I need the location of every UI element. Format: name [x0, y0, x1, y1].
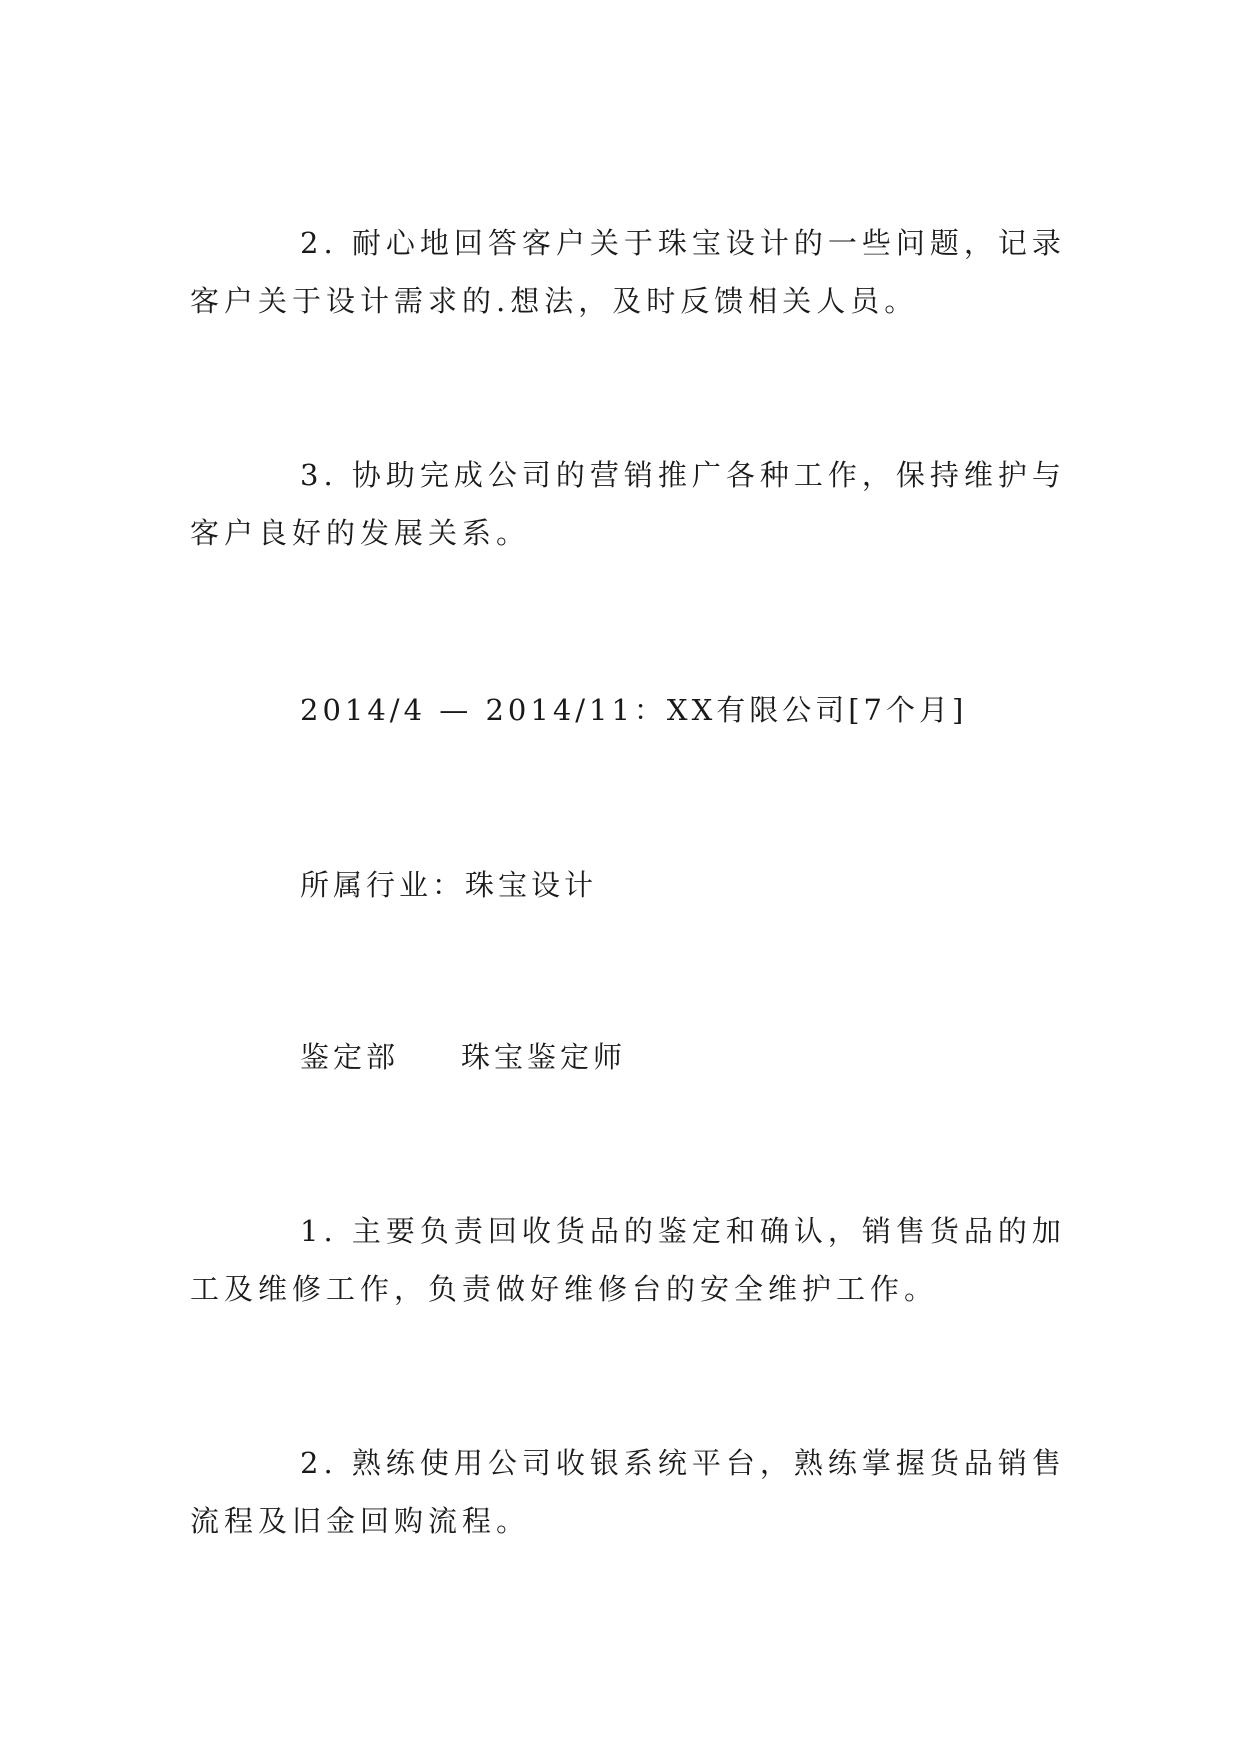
duty-item-cashier-system: 2. 熟练使用公司收银系统平台，熟练掌握货品销售流程及旧金回购流程。	[190, 1446, 1066, 1538]
duty-item-appraisal: 1. 主要负责回收货品的鉴定和确认，销售货品的加工及维修工作，负责做好维修台的安全维护工作。	[190, 1214, 1066, 1306]
duty-item-assist-marketing: 3. 协助完成公司的营销推广各种工作，保持维护与客户良好的发展关系。	[190, 458, 1066, 550]
department-line	[300, 1037, 626, 1077]
employment-period: 2014/4 — 2014/11：XX有限公司[7个月]	[300, 693, 968, 727]
duty-item-answer-design-questions: 2. 耐心地回答客户关于珠宝设计的一些问题，记录客户关于设计需求的.想法，及时反馈相关人员。	[190, 226, 1066, 318]
job-title: 珠宝鉴定师	[461, 1040, 627, 1074]
department-name: 鉴定部	[300, 1040, 400, 1074]
industry-line: 所属行业：珠宝设计	[300, 868, 598, 902]
